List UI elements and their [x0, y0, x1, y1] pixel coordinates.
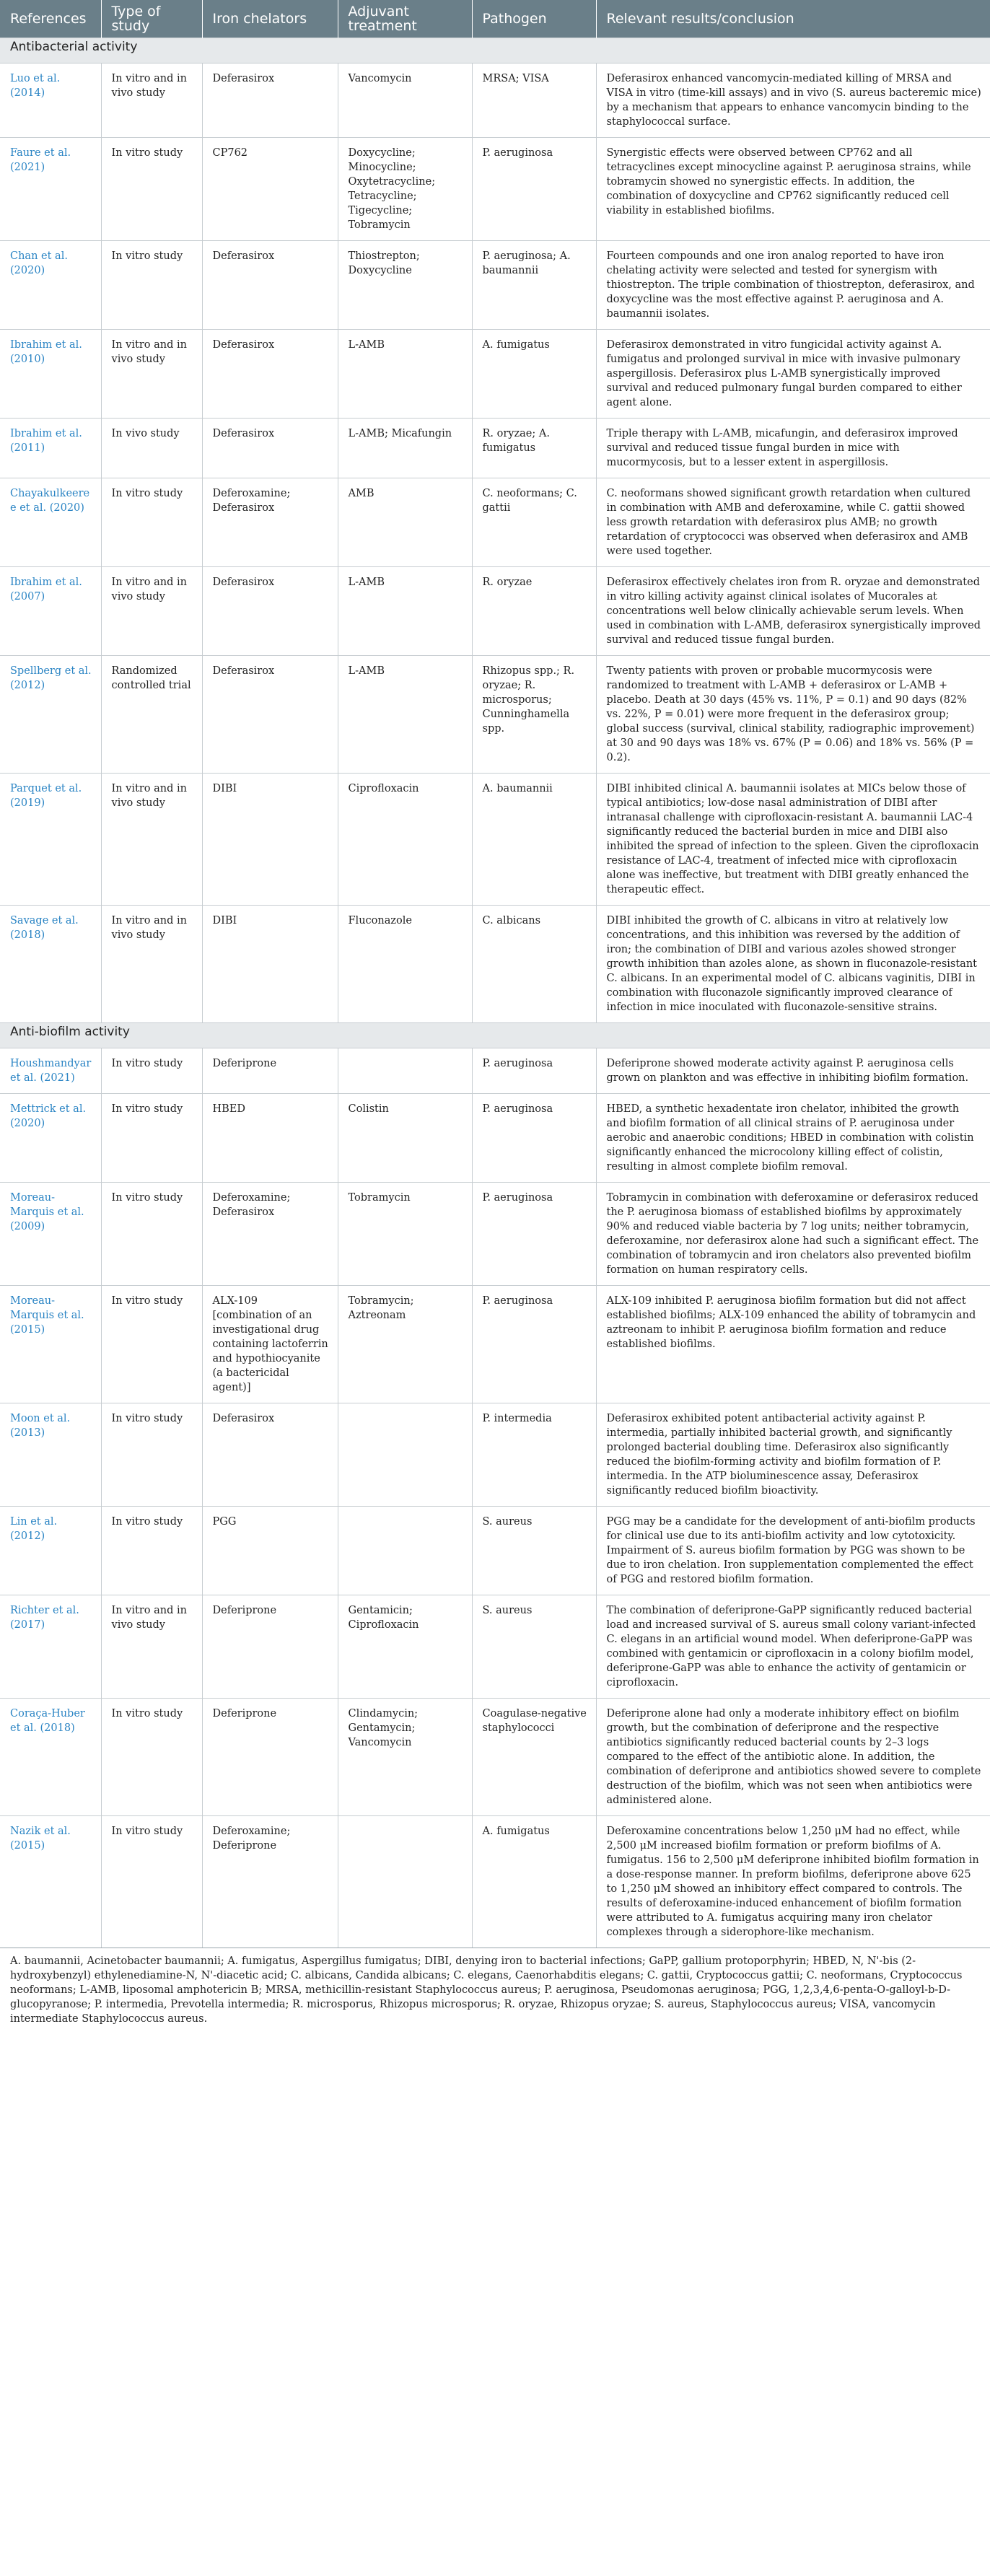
table-row [0, 63, 990, 138]
table-row [0, 241, 990, 330]
pathogen-cell: C. neoformans; C. gattii [472, 478, 596, 567]
iron-chelator-cell: Deferoxamine; Deferasirox [202, 478, 338, 567]
adjuvant-treatment-cell: Ciprofloxacin [338, 774, 472, 906]
result-cell: Twenty patients with proven or probable mucormycosis were randomized to treatment with L-AMB + deferasirox or L-AMB + placebo. Death at 30 days (45% vs. 11%, P = 0.1) and 90 days (82% vs. 22%, P = 0.01) were more frequent in the deferasirox group; global success (survival, clinical stability, radiographic improvement) at 30 and 90 days was 18% vs. 67% (P = 0.06) and 18% vs. 56% (P = 0.2). [596, 656, 990, 774]
adjuvant-treatment-cell [338, 1403, 472, 1507]
iron-chelator-cell: Deferasirox [202, 656, 338, 774]
iron-chelator-cell: PGG [202, 1507, 338, 1595]
result-cell: Fourteen compounds and one iron analog reported to have iron chelating activity were selected and tested for synergism with thiostrepton. The triple combination of thiostrepton, deferasirox, and doxycycline was the most effective against P. aeruginosa and A. baumannii isolates. [596, 241, 990, 330]
adjuvant-treatment-cell: L-AMB; Micafungin [338, 419, 472, 478]
reference-cell[interactable]: Chayakulkeeree et al. (2020) [0, 478, 101, 567]
iron-chelator-cell: Deferasirox [202, 63, 338, 138]
header-iron-chelators: Iron chelators [202, 0, 338, 38]
table-row [0, 330, 990, 419]
reference-cell[interactable]: Luo et al. (2014) [0, 63, 101, 138]
adjuvant-treatment-cell: Vancomycin [338, 63, 472, 138]
study-type-cell: In vitro and in vivo study [101, 1595, 202, 1699]
iron-chelator-cell: Deferoxamine; Deferasirox [202, 1183, 338, 1286]
pathogen-cell: P. intermedia [472, 1403, 596, 1507]
iron-chelator-cell: Deferasirox [202, 330, 338, 419]
result-cell: Deferiprone alone had only a moderate inhibitory effect on biofilm growth, but the combination of deferiprone and the respective antibiotics significantly reduced bacterial counts by 2–3 logs compared to the effect of the antibiotic alone. In addition, the combination of deferiprone and antibiotics showed severe to complete destruction of the biofilm, which was not seen when antibiotics were administered alone. [596, 1699, 990, 1816]
result-cell: Deferasirox effectively chelates iron from R. oryzae and demonstrated in vitro killing activity against clinical isolates of Mucorales at concentrations well below clinically achievable serum levels. When used in combination with L-AMB, deferasirox synergistically improved survival and reduced tissue fungal burden. [596, 567, 990, 656]
study-type-cell: In vitro study [101, 138, 202, 241]
table-row [0, 774, 990, 906]
adjuvant-treatment-cell [338, 1048, 472, 1094]
result-cell: Deferiprone showed moderate activity against P. aeruginosa cells grown on plankton and was effective in inhibiting biofilm formation. [596, 1048, 990, 1094]
result-cell: Synergistic effects were observed between CP762 and all tetracyclines except minocycline against P. aeruginosa strains, while tobramycin showed no synergistic effects. In addition, the combination of doxycycline and CP762 significantly reduced cell viability in established biofilms. [596, 138, 990, 241]
study-type-cell: In vitro and in vivo study [101, 63, 202, 138]
reference-cell[interactable]: Moon et al. (2013) [0, 1403, 101, 1507]
result-cell: DIBI inhibited the growth of C. albicans in vitro at relatively low concentrations, and this inhibition was reversed by the addition of iron; the combination of DIBI and various azoles showed stronger growth inhibition than azoles alone, as shown in fluconazole-resistant C. albicans. In an experimental model of C. albicans vaginitis, DIBI in combination with fluconazole significantly improved clearance of infection in mice inoculated with fluconazole-sensitive strains. [596, 906, 990, 1023]
reference-cell[interactable]: Parquet et al. (2019) [0, 774, 101, 906]
adjuvant-treatment-cell: Thiostrepton; Doxycycline [338, 241, 472, 330]
reference-cell[interactable]: Richter et al. (2017) [0, 1595, 101, 1699]
header-adjuvant-treatment: Adjuvant treatment [338, 0, 472, 38]
table-row [0, 656, 990, 774]
pathogen-cell: P. aeruginosa [472, 1286, 596, 1403]
iron-chelator-cell: DIBI [202, 774, 338, 906]
header-row [0, 0, 990, 38]
iron-chelator-cell: Deferiprone [202, 1048, 338, 1094]
reference-cell[interactable]: Spellberg et al. (2012) [0, 656, 101, 774]
adjuvant-treatment-cell [338, 1816, 472, 1948]
adjuvant-treatment-cell: Fluconazole [338, 906, 472, 1023]
result-cell: Deferasirox exhibited potent antibacterial activity against P. intermedia, partially inhibited bacterial growth, and significantly prolonged bacterial doubling time. Deferasirox also significantly reduced the biofilm-forming activity and biofilm formation of P. intermedia. In the ATP bioluminescence assay, Deferasirox significantly reduced biofilm bioactivity. [596, 1403, 990, 1507]
study-type-cell: In vitro study [101, 1699, 202, 1816]
pathogen-cell: P. aeruginosa [472, 1094, 596, 1183]
section-title: Antibacterial activity [0, 38, 990, 63]
study-type-cell: In vitro and in vivo study [101, 330, 202, 419]
reference-cell[interactable]: Ibrahim et al. (2007) [0, 567, 101, 656]
study-type-cell: In vitro study [101, 241, 202, 330]
pathogen-cell: S. aureus [472, 1507, 596, 1595]
result-cell: Tobramycin in combination with deferoxamine or deferasirox reduced the P. aeruginosa biomass of established biofilms by approximately 90% and reduced viable bacteria by 7 log units; neither tobramycin, deferoxamine, nor deferasirox alone had such a significant effect. The combination of tobramycin and iron chelators also prevented biofilm formation on human respiratory cells. [596, 1183, 990, 1286]
table-row [0, 1403, 990, 1507]
table-row [0, 478, 990, 567]
adjuvant-treatment-cell: Doxycycline; Minocycline; Oxytetracycline; Tetracycline; Tigecycline; Tobramycin [338, 138, 472, 241]
iron-chelator-cell: Deferasirox [202, 241, 338, 330]
study-type-cell: In vitro study [101, 478, 202, 567]
result-cell: Triple therapy with L-AMB, micafungin, and deferasirox improved survival and reduced tissue fungal burden in mice with mucormycosis, but to a lesser extent in aspergillosis. [596, 419, 990, 478]
table-row [0, 1816, 990, 1948]
section-title: Anti-biofilm activity [0, 1023, 990, 1048]
study-type-cell: In vitro study [101, 1816, 202, 1948]
study-type-cell: In vitro study [101, 1048, 202, 1094]
reference-cell[interactable]: Chan et al. (2020) [0, 241, 101, 330]
reference-cell[interactable]: Lin et al. (2012) [0, 1507, 101, 1595]
adjuvant-treatment-cell: L-AMB [338, 656, 472, 774]
iron-chelator-cell: Deferiprone [202, 1595, 338, 1699]
adjuvant-treatment-cell: AMB [338, 478, 472, 567]
result-cell: HBED, a synthetic hexadentate iron chelator, inhibited the growth and biofilm formation of all clinical strains of P. aeruginosa under aerobic and anaerobic conditions; HBED in combination with colistin significantly enhanced the microcolony killing effect of colistin, resulting in almost complete biofilm removal. [596, 1094, 990, 1183]
result-cell: Deferasirox demonstrated in vitro fungicidal activity against A. fumigatus and prolonged survival in mice with invasive pulmonary aspergillosis. Deferasirox plus L-AMB synergistically improved survival and reduced pulmonary fungal burden compared to either agent alone. [596, 330, 990, 419]
result-cell: PGG may be a candidate for the development of anti-biofilm products for clinical use due to its anti-biofilm activity and low cytotoxicity. Impairment of S. aureus biofilm formation by PGG was shown to be due to iron chelation. Iron supplementation complemented the effect of PGG and restored biofilm formation. [596, 1507, 990, 1595]
reference-cell[interactable]: Moreau-Marquis et al. (2009) [0, 1183, 101, 1286]
study-type-cell: In vitro study [101, 1094, 202, 1183]
adjuvant-treatment-cell [338, 1507, 472, 1595]
header-relevant-results: Relevant results/conclusion [596, 0, 990, 38]
adjuvant-treatment-cell: Colistin [338, 1094, 472, 1183]
study-type-cell: In vitro and in vivo study [101, 567, 202, 656]
adjuvant-treatment-cell: L-AMB [338, 330, 472, 419]
header-references: References [0, 0, 101, 38]
pathogen-cell: R. oryzae [472, 567, 596, 656]
iron-chelator-cell: Deferoxamine; Deferiprone [202, 1816, 338, 1948]
reference-cell[interactable]: Coraça-Huber et al. (2018) [0, 1699, 101, 1816]
reference-cell[interactable]: Faure et al. (2021) [0, 138, 101, 241]
reference-cell[interactable]: Savage et al. (2018) [0, 906, 101, 1023]
pathogen-cell: P. aeruginosa [472, 1183, 596, 1286]
result-cell: DIBI inhibited clinical A. baumannii isolates at MICs below those of typical antibiotics; low-dose nasal administration of DIBI after intranasal challenge with ciprofloxacin-resistant A. baumannii LAC-4 significantly reduced the bacterial burden in mice and DIBI also inhibited the spread of infection to the spleen. Given the ciprofloxacin resistance of LAC-4, treatment of infected mice with ciprofloxacin alone was ineffective, but treatment with DIBI greatly enhanced the therapeutic effect. [596, 774, 990, 906]
pathogen-cell: R. oryzae; A. fumigatus [472, 419, 596, 478]
adjuvant-treatment-cell: Gentamicin; Ciprofloxacin [338, 1595, 472, 1699]
reference-cell[interactable]: Nazik et al. (2015) [0, 1816, 101, 1948]
reference-cell[interactable]: Houshmandyar et al. (2021) [0, 1048, 101, 1094]
study-type-cell: In vitro study [101, 1507, 202, 1595]
table-row [0, 1595, 990, 1699]
pathogen-cell: A. baumannii [472, 774, 596, 906]
table-row [0, 419, 990, 478]
reference-cell[interactable]: Ibrahim et al. (2010) [0, 330, 101, 419]
adjuvant-treatment-cell: Tobramycin; Aztreonam [338, 1286, 472, 1403]
table-row [0, 1286, 990, 1403]
header-type-of-study: Type of study [101, 0, 202, 38]
pathogen-cell: P. aeruginosa; A. baumannii [472, 241, 596, 330]
iron-chelator-cell: HBED [202, 1094, 338, 1183]
header-pathogen: Pathogen [472, 0, 596, 38]
table-row [0, 1507, 990, 1595]
pathogen-cell: MRSA; VISA [472, 63, 596, 138]
iron-chelator-cell: Deferasirox [202, 567, 338, 656]
pathogen-cell: C. albicans [472, 906, 596, 1023]
table-header [0, 0, 990, 38]
table-row [0, 1183, 990, 1286]
pathogen-cell: A. fumigatus [472, 1816, 596, 1948]
reference-cell[interactable]: Mettrick et al. (2020) [0, 1094, 101, 1183]
pathogen-cell: Coagulase-negative staphylococci [472, 1699, 596, 1816]
result-cell: C. neoformans showed significant growth retardation when cultured in combination with AMB and deferoxamine, while C. gattii showed less growth retardation with deferasirox plus AMB; no growth retardation of cryptococci was observed when deferasirox and AMB were used together. [596, 478, 990, 567]
table-body [0, 38, 990, 1948]
study-type-cell: In vivo study [101, 419, 202, 478]
study-type-cell: Randomized controlled trial [101, 656, 202, 774]
iron-chelator-cell: CP762 [202, 138, 338, 241]
result-cell: The combination of deferiprone-GaPP significantly reduced bacterial load and increased survival of S. aureus small colony variant-infected C. elegans in an artificial wound model. When deferiprone-GaPP was combined with gentamicin or ciprofloxacin in a colony biofilm model, deferiprone-GaPP was able to enhance the activity of gentamicin or ciprofloxacin. [596, 1595, 990, 1699]
iron-chelator-cell: Deferasirox [202, 419, 338, 478]
iron-chelator-cell: Deferasirox [202, 1403, 338, 1507]
section-row [0, 1023, 990, 1048]
study-type-cell: In vitro and in vivo study [101, 906, 202, 1023]
iron-chelator-cell: DIBI [202, 906, 338, 1023]
pathogen-cell: P. aeruginosa [472, 138, 596, 241]
table-row [0, 906, 990, 1023]
table-row [0, 1699, 990, 1816]
study-type-cell: In vitro study [101, 1183, 202, 1286]
result-cell: ALX-109 inhibited P. aeruginosa biofilm formation but did not affect established biofilms; ALX-109 enhanced the ability of tobramycin and aztreonam to inhibit P. aeruginosa biofilm formation and reduce established biofilms. [596, 1286, 990, 1403]
study-type-cell: In vitro study [101, 1403, 202, 1507]
table-footnote: A. baumannii, Acinetobacter baumannii; A. fumigatus, Aspergillus fumigatus; DIBI, denying iron to bacterial infections; GaPP, gallium protoporphyrin; HBED, N, N'-bis (2-hydroxybenzyl) ethylenediamine-N, N'-diacetic acid; C. albicans, Candida albicans; C. elegans, Caenorhabditis elegans; C. gattii, Cryptococcus gattii; C. neoformans, Cryptococcus neoformans; L-AMB, liposomal amphotericin B; MRSA, methicillin-resistant Staphylococcus aureus; P. aeruginosa, Pseudomonas aeruginosa; PGG, 1,2,3,4,6-penta-O-galloyl-b-D-glucopyranose; P. intermedia, Prevotella intermedia; R. microsporus, Rhizopus microsporus; R. oryzae, Rhizopus oryzae; S. aureus, Staphylococcus aureus; VISA, vancomycin intermediate Staphylococcus aureus. [0, 1948, 990, 2026]
result-cell: Deferoxamine concentrations below 1,250 μM had no effect, while 2,500 μM increased biofilm formation or preform biofilms of A. fumigatus. 156 to 2,500 μM deferiprone inhibited biofilm formation in a dose-response manner. In preform biofilms, deferiprone above 625 to 1,250 μM showed an inhibitory effect compared to controls. The results of deferoxamine-induced enhancement of biofilm formation were attributed to A. fumigatus acquiring many iron chelator complexes through a siderophore-like mechanism. [596, 1816, 990, 1948]
adjuvant-treatment-cell: Clindamycin; Gentamycin; Vancomycin [338, 1699, 472, 1816]
pathogen-cell: A. fumigatus [472, 330, 596, 419]
adjuvant-treatment-cell: L-AMB [338, 567, 472, 656]
study-type-cell: In vitro study [101, 1286, 202, 1403]
pathogen-cell: Rhizopus spp.; R. oryzae; R. microsporus; Cunninghamella spp. [472, 656, 596, 774]
iron-chelator-cell: Deferiprone [202, 1699, 338, 1816]
reference-cell[interactable]: Ibrahim et al. (2011) [0, 419, 101, 478]
adjuvant-treatment-cell: Tobramycin [338, 1183, 472, 1286]
table-row [0, 138, 990, 241]
result-cell: Deferasirox enhanced vancomycin-mediated killing of MRSA and VISA in vitro (time-kill assays) and in vivo (S. aureus bacteremic mice) by a mechanism that appears to enhance vancomycin binding to the staphylococcal surface. [596, 63, 990, 138]
table-row [0, 1048, 990, 1094]
study-type-cell: In vitro and in vivo study [101, 774, 202, 906]
pathogen-cell: P. aeruginosa [472, 1048, 596, 1094]
iron-chelator-cell: ALX-109 [combination of an investigational drug containing lactoferrin and hypothiocyanite (a bactericidal agent)] [202, 1286, 338, 1403]
table-row [0, 567, 990, 656]
section-row [0, 38, 990, 63]
pathogen-cell: S. aureus [472, 1595, 596, 1699]
table-row [0, 1094, 990, 1183]
reference-cell[interactable]: Moreau-Marquis et al. (2015) [0, 1286, 101, 1403]
